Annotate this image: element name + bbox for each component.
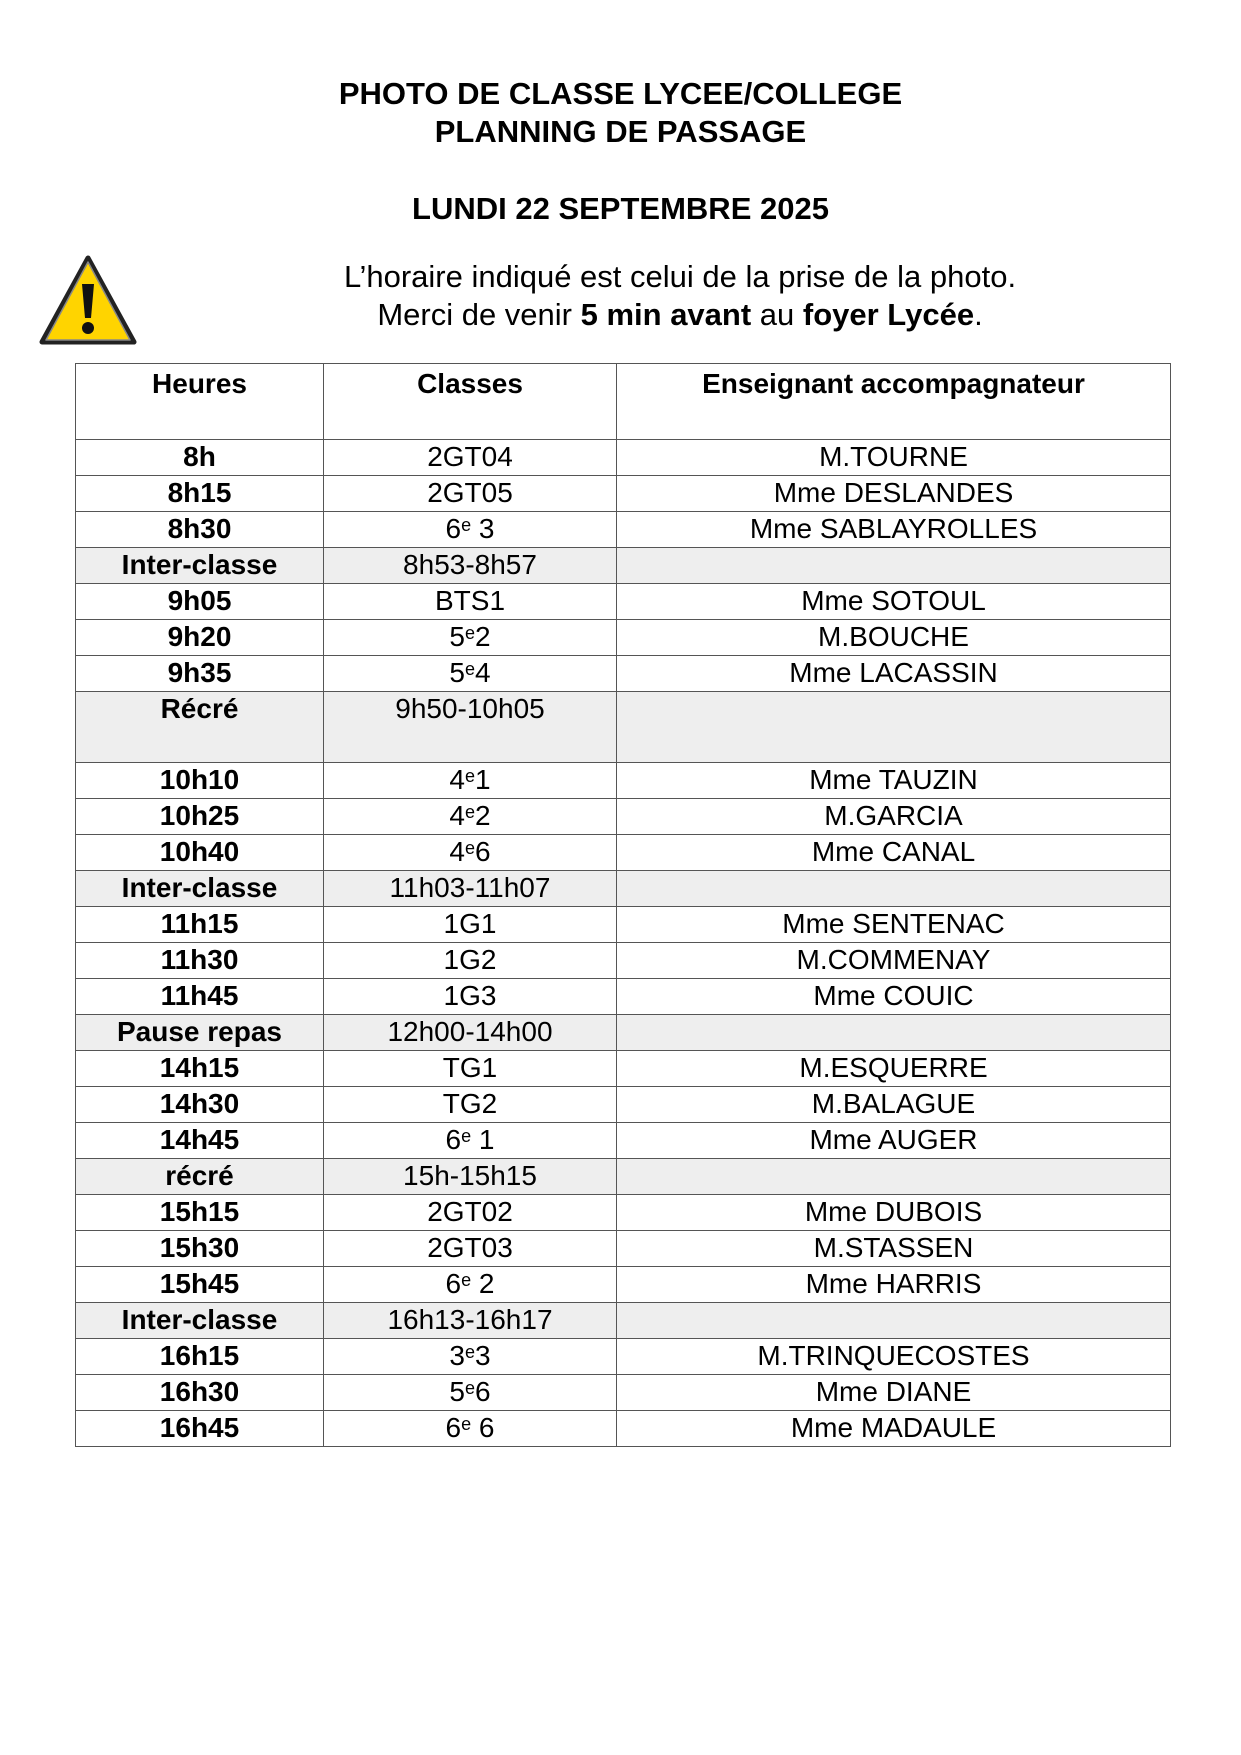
table-row <box>76 440 1171 476</box>
cell-enseignant <box>617 692 1171 763</box>
classe-text: 8h53-8h57 <box>403 549 537 580</box>
cell-enseignant: M.TOURNE <box>617 440 1171 476</box>
cell-classe <box>324 1267 617 1303</box>
warning-triangle-icon <box>36 252 140 350</box>
break-row <box>76 548 1171 584</box>
classe-text: 6 <box>445 1124 462 1155</box>
cell-classe <box>324 440 617 476</box>
classe-text: 15h-15h15 <box>403 1160 537 1191</box>
table-row <box>76 1411 1171 1447</box>
cell-heure: 10h40 <box>76 835 324 871</box>
cell-enseignant: Mme HARRIS <box>617 1267 1171 1303</box>
table-row <box>76 1267 1171 1303</box>
cell-heure: 9h05 <box>76 584 324 620</box>
cell-classe <box>324 512 617 548</box>
cell-heure: 10h25 <box>76 799 324 835</box>
table-row <box>76 620 1171 656</box>
cell-classe <box>324 1123 617 1159</box>
cell-heure: 15h45 <box>76 1267 324 1303</box>
cell-heure: 11h30 <box>76 943 324 979</box>
classe-number: 1 <box>475 764 491 795</box>
cell-classe <box>324 835 617 871</box>
classe-text: 2GT04 <box>427 441 513 472</box>
classe-text: 3 <box>449 1340 465 1371</box>
table-row <box>76 1087 1171 1123</box>
cell-enseignant <box>617 1159 1171 1195</box>
table-row <box>76 1051 1171 1087</box>
table-header-row <box>76 364 1171 440</box>
classe-text: 2GT02 <box>427 1196 513 1227</box>
cell-heure: 9h20 <box>76 620 324 656</box>
column-header-classes: Classes <box>324 364 617 440</box>
classe-superscript: e <box>461 515 472 535</box>
cell-classe <box>324 1339 617 1375</box>
column-header-enseignant: Enseignant accompagnateur <box>617 364 1171 440</box>
cell-heure: 16h15 <box>76 1339 324 1375</box>
classe-text: 4 <box>449 800 465 831</box>
cell-classe <box>324 799 617 835</box>
classe-superscript: e <box>464 802 475 822</box>
cell-heure: Pause repas <box>76 1015 324 1051</box>
cell-classe <box>324 476 617 512</box>
table-row <box>76 943 1171 979</box>
cell-enseignant: Mme SABLAYROLLES <box>617 512 1171 548</box>
table-row <box>76 1339 1171 1375</box>
cell-heure: 10h10 <box>76 763 324 799</box>
cell-enseignant: Mme TAUZIN <box>617 763 1171 799</box>
table-row <box>76 799 1171 835</box>
cell-enseignant: Mme CANAL <box>617 835 1171 871</box>
cell-heure: Récré <box>76 692 324 763</box>
classe-number: 3 <box>471 513 495 544</box>
cell-heure: 8h30 <box>76 512 324 548</box>
table-row <box>76 656 1171 692</box>
classe-text: 12h00-14h00 <box>387 1016 553 1047</box>
classe-text: 6 <box>445 1412 462 1443</box>
classe-text: 5 <box>449 657 465 688</box>
classe-number: 2 <box>471 1268 495 1299</box>
classe-superscript: e <box>464 1342 475 1362</box>
cell-heure: 16h30 <box>76 1375 324 1411</box>
cell-enseignant: M.ESQUERRE <box>617 1051 1171 1087</box>
break-row <box>76 1015 1171 1051</box>
table-row <box>76 907 1171 943</box>
classe-number: 6 <box>475 1376 491 1407</box>
cell-heure: Inter-classe <box>76 871 324 907</box>
classe-number: 4 <box>475 657 491 688</box>
cell-enseignant <box>617 871 1171 907</box>
cell-classe <box>324 763 617 799</box>
classe-superscript: e <box>464 623 475 643</box>
classe-number: 1 <box>471 1124 495 1155</box>
break-row <box>76 871 1171 907</box>
cell-enseignant <box>617 548 1171 584</box>
cell-heure: 8h15 <box>76 476 324 512</box>
classe-text: 9h50-10h05 <box>395 693 545 724</box>
table-row <box>76 584 1171 620</box>
notice-text: Merci de venir <box>377 297 581 332</box>
cell-classe <box>324 871 617 907</box>
classe-superscript: e <box>464 659 475 679</box>
cell-classe <box>324 1015 617 1051</box>
cell-classe <box>324 548 617 584</box>
classe-superscript: e <box>464 838 475 858</box>
classe-text: TG2 <box>442 1088 498 1119</box>
classe-text: 2GT05 <box>427 477 513 508</box>
classe-superscript: e <box>461 1270 472 1290</box>
break-row <box>76 1303 1171 1339</box>
cell-classe <box>324 692 617 763</box>
schedule-table <box>75 363 1171 1447</box>
document-date: LUNDI 22 SEPTEMBRE 2025 <box>412 191 829 226</box>
classe-text: 11h03-11h07 <box>389 872 551 903</box>
notice-time-bold: 5 min avant <box>580 297 752 332</box>
cell-enseignant: Mme MADAULE <box>617 1411 1171 1447</box>
cell-classe <box>324 656 617 692</box>
cell-enseignant: Mme AUGER <box>617 1123 1171 1159</box>
classe-text: BTS1 <box>434 585 506 616</box>
cell-heure: récré <box>76 1159 324 1195</box>
cell-enseignant <box>617 1303 1171 1339</box>
table-row <box>76 835 1171 871</box>
cell-heure: 14h45 <box>76 1123 324 1159</box>
classe-number: 6 <box>475 836 491 867</box>
classe-text: 1G3 <box>443 980 497 1011</box>
cell-classe <box>324 1231 617 1267</box>
table-row <box>76 979 1171 1015</box>
notice-place-bold: foyer Lycée <box>802 297 975 332</box>
table-row <box>76 1123 1171 1159</box>
table-row <box>76 1195 1171 1231</box>
cell-enseignant: M.BOUCHE <box>617 620 1171 656</box>
classe-text: 5 <box>449 1376 465 1407</box>
cell-heure: 9h35 <box>76 656 324 692</box>
column-header-heures: Heures <box>76 364 324 440</box>
cell-enseignant: Mme DESLANDES <box>617 476 1171 512</box>
classe-text: 2GT03 <box>427 1232 513 1263</box>
cell-classe <box>324 1375 617 1411</box>
cell-classe <box>324 979 617 1015</box>
notice-line-2 <box>250 296 1110 334</box>
cell-heure: 14h30 <box>76 1087 324 1123</box>
classe-text: TG1 <box>442 1052 498 1083</box>
break-row <box>76 1159 1171 1195</box>
cell-enseignant: M.TRINQUECOSTES <box>617 1339 1171 1375</box>
cell-heure: Inter-classe <box>76 548 324 584</box>
cell-enseignant: Mme DUBOIS <box>617 1195 1171 1231</box>
classe-text: 4 <box>449 836 465 867</box>
table-row <box>76 1231 1171 1267</box>
table-row <box>76 512 1171 548</box>
classe-text: 6 <box>445 513 462 544</box>
classe-number: 2 <box>475 800 491 831</box>
classe-superscript: e <box>464 1378 475 1398</box>
cell-enseignant: Mme SENTENAC <box>617 907 1171 943</box>
classe-superscript: e <box>461 1414 472 1434</box>
cell-enseignant: M.STASSEN <box>617 1231 1171 1267</box>
document-title: PHOTO DE CLASSE LYCEE/COLLEGE <box>338 76 903 111</box>
notice-line-1: L’horaire indiqué est celui de la prise de la photo. <box>343 259 1017 294</box>
cell-classe <box>324 1087 617 1123</box>
cell-classe <box>324 620 617 656</box>
classe-text: 6 <box>445 1268 462 1299</box>
cell-classe <box>324 1159 617 1195</box>
table-row <box>76 1375 1171 1411</box>
cell-heure: 14h15 <box>76 1051 324 1087</box>
classe-superscript: e <box>464 766 475 786</box>
cell-enseignant: Mme DIANE <box>617 1375 1171 1411</box>
cell-enseignant: Mme LACASSIN <box>617 656 1171 692</box>
notice-text: . <box>974 297 983 332</box>
cell-heure: 15h15 <box>76 1195 324 1231</box>
classe-number: 3 <box>475 1340 491 1371</box>
cell-classe <box>324 907 617 943</box>
cell-enseignant: M.BALAGUE <box>617 1087 1171 1123</box>
cell-heure: 11h45 <box>76 979 324 1015</box>
table-row <box>76 763 1171 799</box>
cell-enseignant: M.GARCIA <box>617 799 1171 835</box>
cell-heure: 16h45 <box>76 1411 324 1447</box>
cell-enseignant: Mme SOTOUL <box>617 584 1171 620</box>
cell-classe <box>324 1195 617 1231</box>
cell-heure: Inter-classe <box>76 1303 324 1339</box>
cell-classe <box>324 584 617 620</box>
cell-classe <box>324 1051 617 1087</box>
cell-enseignant: Mme COUIC <box>617 979 1171 1015</box>
cell-heure: 11h15 <box>76 907 324 943</box>
cell-classe <box>324 1411 617 1447</box>
table-row <box>76 476 1171 512</box>
cell-heure: 8h <box>76 440 324 476</box>
document-subtitle: PLANNING DE PASSAGE <box>434 114 807 149</box>
cell-classe <box>324 1303 617 1339</box>
classe-text: 16h13-16h17 <box>387 1304 553 1335</box>
classe-superscript: e <box>461 1126 472 1146</box>
classe-text: 1G1 <box>443 908 497 939</box>
classe-number: 2 <box>475 621 491 652</box>
cell-enseignant <box>617 1015 1171 1051</box>
notice-text: au <box>751 297 803 332</box>
cell-classe <box>324 943 617 979</box>
classe-text: 1G2 <box>443 944 497 975</box>
classe-text: 5 <box>449 621 465 652</box>
break-row <box>76 692 1171 763</box>
classe-number: 6 <box>471 1412 495 1443</box>
cell-heure: 15h30 <box>76 1231 324 1267</box>
classe-text: 4 <box>449 764 465 795</box>
cell-enseignant: M.COMMENAY <box>617 943 1171 979</box>
